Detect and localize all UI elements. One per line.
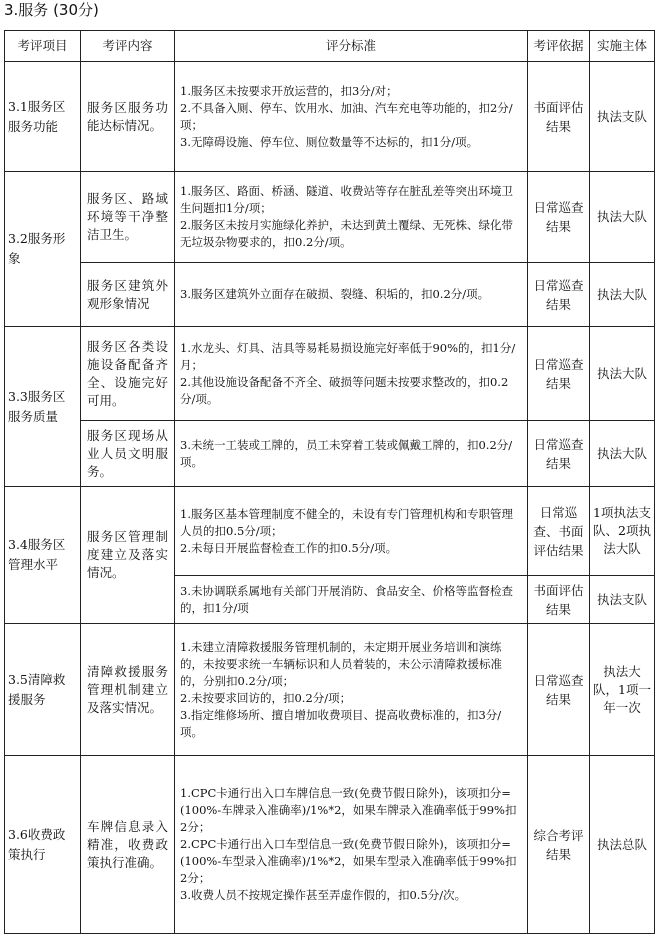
criteria-line: 1.服务区基本管理制度不健全的，未设有专门管理机构和专职管理人员的扣0.5分/项； xyxy=(180,506,513,538)
criteria-line: 3.无障碍设施、停车位、厕位数量等不达标的，扣1分/项。 xyxy=(180,134,479,149)
subject-cell: 执法大队，1项一年一次 xyxy=(590,624,655,756)
header-subject: 实施主体 xyxy=(590,31,655,62)
criteria-cell xyxy=(175,62,528,172)
table-row xyxy=(5,172,655,263)
table-row xyxy=(5,487,655,576)
item-cell: 3.6收费政策执行 xyxy=(5,756,81,934)
header-basis: 考评依据 xyxy=(528,31,590,62)
table-row xyxy=(5,62,655,172)
basis-cell: 综合考评结果 xyxy=(528,756,590,934)
table-row xyxy=(5,624,655,756)
table-row xyxy=(5,327,655,421)
header-criteria: 评分标准 xyxy=(175,31,528,62)
criteria-line: 2.CPC卡通行出入口车型信息一致(免费节假日除外)，该项扣分=(100%-车型录入准确率)/1%*2，如果车型录入准确率低于99%扣2分； xyxy=(180,837,517,885)
subject-cell: 1项执法支队、2项执法大队 xyxy=(590,487,655,576)
criteria-cell xyxy=(175,756,528,934)
subject-cell: 执法大队 xyxy=(590,327,655,421)
basis-cell: 日常巡查结果 xyxy=(528,263,590,327)
criteria-line: 3.未协调联系属地有关部门开展消防、食品安全、价格等监督检查的，扣1分/项 xyxy=(180,583,513,615)
content-cell: 服务区服务功能达标情况。 xyxy=(81,62,175,172)
criteria-line: 3.未统一工装或工牌的，员工未穿着工装或佩戴工牌的，扣0.2分/项。 xyxy=(180,437,513,469)
basis-cell: 书面评估结果 xyxy=(528,576,590,624)
criteria-line: 1.水龙头、灯具、洁具等易耗易损设施完好率低于90%的，扣1分/月； xyxy=(180,340,516,372)
content-cell: 服务区现场从业人员文明服务。 xyxy=(81,421,175,487)
content-cell: 清障救援服务管理机制建立及落实情况。 xyxy=(81,624,175,756)
basis-cell: 日常巡查结果 xyxy=(528,327,590,421)
criteria-cell xyxy=(175,263,528,327)
content-cell: 服务区、路域环境等干净整洁卫生。 xyxy=(81,172,175,263)
criteria-line: 1.服务区未按要求开放运营的，扣3分/对； xyxy=(180,83,398,98)
basis-cell: 书面评估结果 xyxy=(528,62,590,172)
subject-cell: 执法支队 xyxy=(590,62,655,172)
table-row xyxy=(5,421,655,487)
criteria-cell xyxy=(175,327,528,421)
item-cell: 3.2服务形象 xyxy=(5,172,81,327)
criteria-line: 1.服务区、路面、桥涵、隧道、收费站等存在脏乱差等突出环境卫生问题扣1分/项； xyxy=(180,184,513,215)
table-row xyxy=(5,263,655,327)
criteria-line: 2.未按要求回访的，扣0.2分/项； xyxy=(180,690,352,705)
subject-cell: 执法支队 xyxy=(590,576,655,624)
criteria-line: 2.服务区未按月实施绿化养护，未达到黄土覆绿、无死株、绿化带无垃圾杂物要求的，扣0.2分/项。 xyxy=(180,218,513,249)
criteria-line: 3.服务区建筑外立面存在破损、裂缝、积垢的，扣0.2分/项。 xyxy=(180,287,490,301)
content-cell: 服务区各类设施设备配备齐全、设施完好可用。 xyxy=(81,327,175,421)
item-cell: 3.5清障救援服务 xyxy=(5,624,81,756)
basis-cell: 日常巡查结果 xyxy=(528,172,590,263)
content-cell: 车牌信息录入精准，收费政策执行准确。 xyxy=(81,756,175,934)
content-cell: 服务区管理制度建立及落实情况。 xyxy=(81,487,175,624)
criteria-cell xyxy=(175,421,528,487)
header-content: 考评内容 xyxy=(81,31,175,62)
criteria-line: 3.收费人员不按规定操作甚至弄虚作假的，扣0.5分/次。 xyxy=(180,888,467,902)
item-cell: 3.4服务区管理水平 xyxy=(5,487,81,624)
item-cell: 3.3服务区服务质量 xyxy=(5,327,81,487)
table-row xyxy=(5,756,655,934)
section-title: 3.服务 (30分) xyxy=(4,1,99,19)
basis-cell: 日常巡查结果 xyxy=(528,421,590,487)
basis-cell: 日常巡查结果 xyxy=(528,624,590,756)
criteria-cell xyxy=(175,624,528,756)
subject-cell: 执法大队 xyxy=(590,172,655,263)
item-cell: 3.1服务区服务功能 xyxy=(5,62,81,172)
criteria-line: 2.未每日开展监督检查工作的扣0.5分/项。 xyxy=(180,540,398,555)
criteria-line: 2.其他设施设备配备不齐全、破损等问题未按要求整改的，扣0.2分/项。 xyxy=(180,374,509,406)
subject-cell: 执法总队 xyxy=(590,756,655,934)
basis-cell: 日常巡查、书面评估结果 xyxy=(528,487,590,576)
scoring-table xyxy=(4,30,655,934)
subject-cell: 执法大队 xyxy=(590,421,655,487)
content-cell: 服务区建筑外观形象情况 xyxy=(81,263,175,327)
criteria-cell xyxy=(175,487,528,576)
criteria-line: 3.指定维修场所、擅自增加收费项目、提高收费标准的，扣3分/项。 xyxy=(180,707,502,739)
criteria-cell xyxy=(175,576,528,624)
criteria-line: 1.未建立清障救援服务管理机制的，未定期开展业务培训和演练的，未按要求统一车辆标识和人员着装的，未公示清障救援标准的，分别扣0.2分/项； xyxy=(180,639,502,688)
criteria-line: 1.CPC卡通行出入口车牌信息一致(免费节假日除外)，该项扣分=(100%-车牌录入准确率)/1%*2，如果车牌录入准确率低于99%扣2分； xyxy=(180,786,517,834)
subject-cell: 执法大队 xyxy=(590,263,655,327)
criteria-cell xyxy=(175,172,528,263)
header-row xyxy=(5,31,655,62)
criteria-line: 2.不具备入厕、停车、饮用水、加油、汽车充电等功能的，扣2分/项； xyxy=(180,100,513,132)
header-item: 考评项目 xyxy=(5,31,81,62)
